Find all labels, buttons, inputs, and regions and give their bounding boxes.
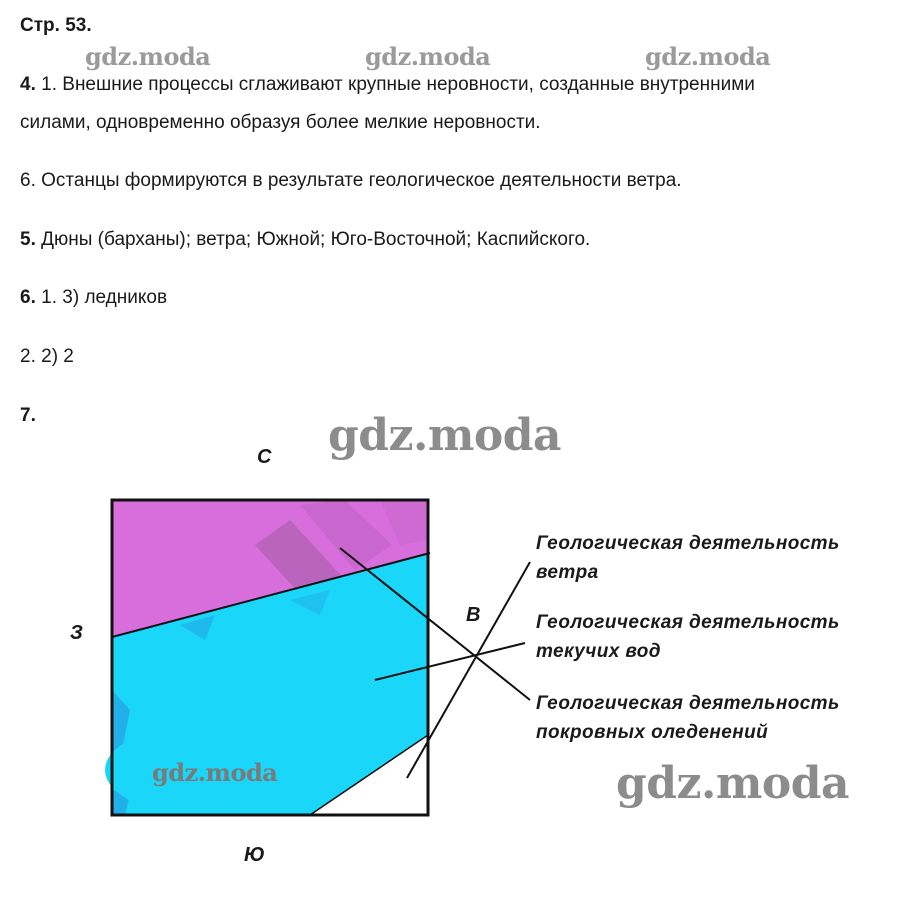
answer-5-text: Дюны (барханы); ветра; Южной; Юго-Восточной; Каспийского. [41,229,591,250]
answer-4-number: 4. [20,74,36,95]
watermark-logo: gdz.moda [85,42,211,71]
watermark-logo: gdz.moda [616,758,850,809]
watermark-logo: gdz.moda [645,42,771,71]
answer-7-number: 7. [20,405,36,426]
answer-5-number: 5. [20,229,36,250]
page-number: Стр. 53. [20,15,92,36]
answer-6-item-2: 2. 2) 2 [20,346,74,367]
answer-4-item-6: 6. Останцы формируются в результате геологическое деятельности ветра. [20,170,682,191]
label-water: Геологическая деятельность текучих вод [536,612,840,662]
answer-6-number: 6. [20,287,36,308]
answer-6-text: 1. 3) ледников [41,287,168,308]
direction-west: З [70,622,83,644]
answer-4-text: 1. Внешние процессы сглаживают крупные неровности, созданные внутренними [41,74,755,95]
label-glacier: Геологическая деятельность покровных оледенений [536,693,840,743]
direction-north: С [257,446,272,468]
answer-4-line-2: силами, одновременно образуя более мелкие неровности. [20,112,541,133]
watermark-logo: gdz.moda [328,410,562,461]
direction-south: Ю [244,844,265,866]
label-wind: Геологическая деятельность ветра [536,533,840,583]
watermark-logo: gdz.moda [365,42,491,71]
watermark-logo: gdz.moda [152,758,278,787]
direction-east: В [466,604,481,626]
